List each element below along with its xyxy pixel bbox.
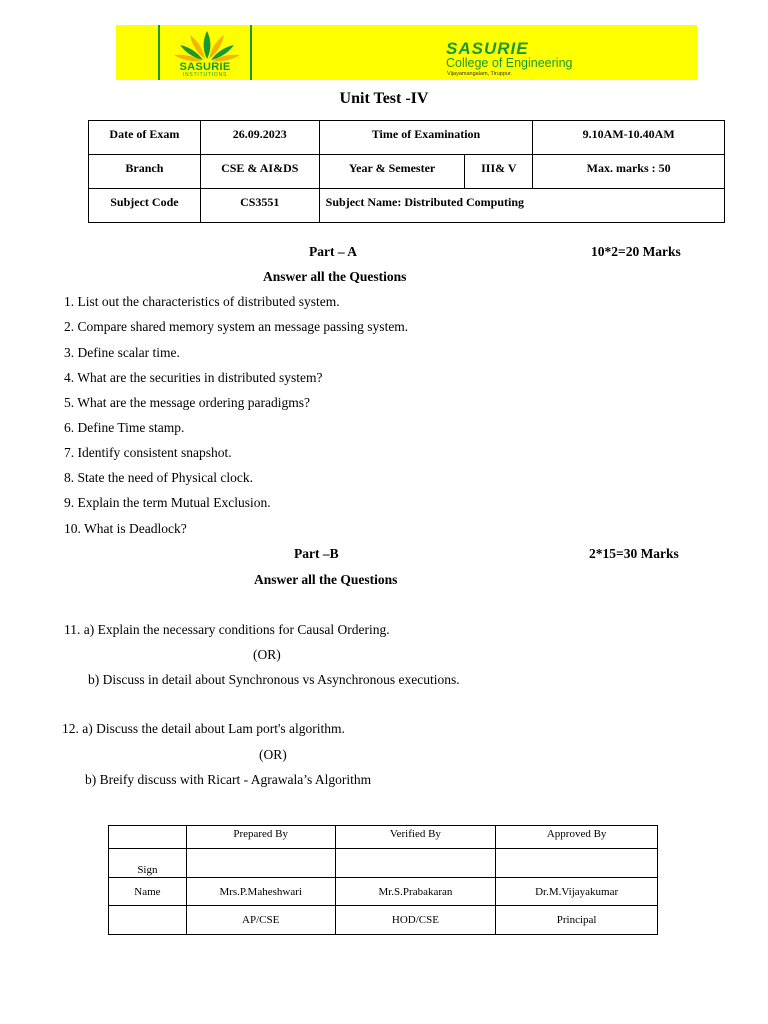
sign-label: Sign <box>109 849 187 878</box>
subject-name: Subject Name: Distributed Computing <box>319 189 724 223</box>
table-row <box>109 906 658 935</box>
question-1: 1. List out the characteristics of distributed system. <box>64 294 340 309</box>
question-7: 7. Identify consistent snapshot. <box>64 445 232 460</box>
branch-value: CSE & AI&DS <box>200 155 319 189</box>
time-label: Time of Examination <box>319 121 533 155</box>
exam-title: Unit Test -IV <box>339 90 429 107</box>
prepared-by-header: Prepared By <box>186 826 335 849</box>
signoff-table <box>108 825 658 935</box>
part-a-heading: Part – A <box>309 244 357 259</box>
verified-by-name: Mr.S.Prabakaran <box>335 878 496 906</box>
question-11-or: (OR) <box>253 647 281 662</box>
approved-by-header: Approved By <box>496 826 658 849</box>
table-row <box>109 826 658 849</box>
question-6: 6. Define Time stamp. <box>64 420 185 435</box>
verified-by-header: Verified By <box>335 826 496 849</box>
sign-cell <box>496 849 658 878</box>
question-8: 8. State the need of Physical clock. <box>64 470 253 485</box>
year-value: III& V <box>465 155 533 189</box>
sign-cell <box>186 849 335 878</box>
sign-cell <box>335 849 496 878</box>
table-cell <box>109 826 187 849</box>
table-cell <box>109 906 187 935</box>
college-subtitle: College of Engineering <box>446 56 573 70</box>
question-10: 10. What is Deadlock? <box>64 521 187 536</box>
table-row <box>89 121 725 155</box>
verified-by-designation: HOD/CSE <box>335 906 496 935</box>
approved-by-name: Dr.M.Vijayakumar <box>496 878 658 906</box>
question-5: 5. What are the message ordering paradigms? <box>64 395 311 410</box>
table-row <box>89 189 725 223</box>
table-row <box>109 878 658 906</box>
exam-info-table <box>88 120 725 223</box>
part-b-heading: Part –B <box>294 546 339 561</box>
question-9: 9. Explain the term Mutual Exclusion. <box>64 495 271 510</box>
table-row <box>109 849 658 878</box>
question-11a: 11. a) Explain the necessary conditions for Causal Ordering. <box>64 622 390 637</box>
question-12a: 12. a) Discuss the detail about Lam port's algorithm. <box>62 721 345 736</box>
college-logo <box>158 25 252 80</box>
lotus-logo-icon <box>172 29 242 65</box>
question-4: 4. What are the securities in distributed system? <box>64 370 323 385</box>
part-a-instruction: Answer all the Questions <box>263 269 407 284</box>
subject-code-value: CS3551 <box>200 189 319 223</box>
time-value: 9.10AM-10.40AM <box>533 121 725 155</box>
question-2: 2. Compare shared memory system an message passing system. <box>64 319 409 334</box>
name-label: Name <box>109 878 187 906</box>
question-3: 3. Define scalar time. <box>64 345 180 360</box>
branch-label: Branch <box>89 155 201 189</box>
date-label: Date of Exam <box>89 121 201 155</box>
college-name: SASURIE <box>446 39 529 58</box>
part-b-marks: 2*15=30 Marks <box>589 546 679 561</box>
header-banner <box>116 25 697 80</box>
logo-subtext: INSTITUTIONS <box>182 72 228 78</box>
question-12b: b) Breify discuss with Ricart - Agrawala’s Algorithm <box>85 772 372 787</box>
part-b-instruction: Answer all the Questions <box>254 572 398 587</box>
date-value: 26.09.2023 <box>200 121 319 155</box>
question-12-or: (OR) <box>259 747 287 762</box>
max-marks: Max. marks : 50 <box>533 155 725 189</box>
question-11b: b) Discuss in detail about Synchronous vs Asynchronous executions. <box>88 672 460 687</box>
part-a-marks: 10*2=20 Marks <box>591 244 681 259</box>
prepared-by-name: Mrs.P.Maheshwari <box>186 878 335 906</box>
subject-code-label: Subject Code <box>89 189 201 223</box>
year-label: Year & Semester <box>319 155 465 189</box>
table-row <box>89 155 725 189</box>
college-location: Vijayamangalam, Tiruppur. <box>447 71 513 77</box>
logo-word: SASURIE <box>179 61 231 73</box>
prepared-by-designation: AP/CSE <box>186 906 335 935</box>
approved-by-designation: Principal <box>496 906 658 935</box>
